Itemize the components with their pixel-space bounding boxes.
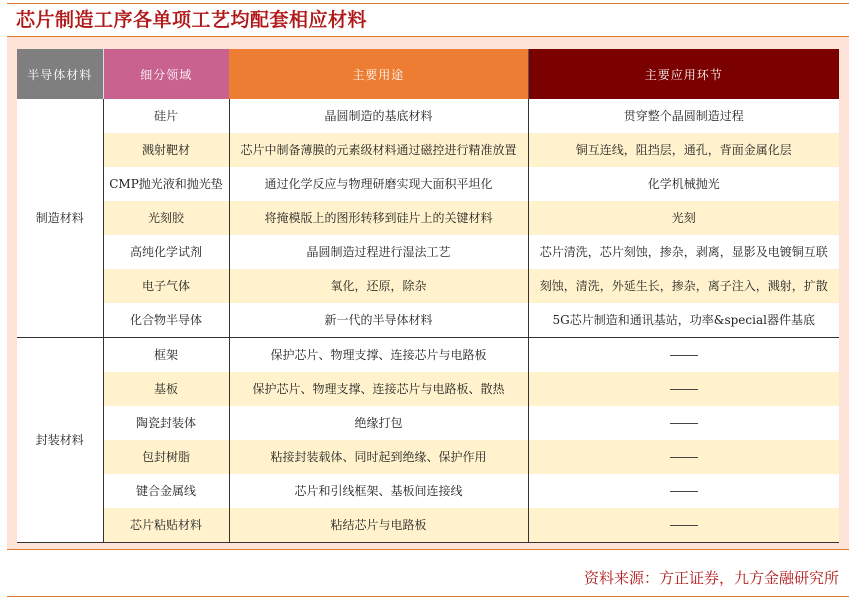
category-cell: 制造材料: [17, 99, 103, 338]
table-row: [17, 338, 839, 373]
table-row: [17, 99, 839, 133]
table-row: [17, 440, 839, 474]
table-row: [17, 269, 839, 303]
application-cell: [528, 508, 839, 543]
segment-cell: CMP抛光液和抛光垫: [103, 167, 229, 201]
application-cell: 刻蚀，清洗，外延生长，掺杂，离子注入，溅射，扩散: [528, 269, 839, 303]
segment-cell: 光刻胶: [103, 201, 229, 235]
category-cell: 封装材料: [17, 338, 103, 543]
table-row: [17, 372, 839, 406]
use-cell: 晶圆制造的基底材料: [229, 99, 528, 133]
application-cell: [528, 338, 839, 373]
materials-table: [17, 49, 839, 543]
use-cell: 粘接封装载体、同时起到绝缘、保护作用: [229, 440, 528, 474]
application-cell: 化学机械抛光: [528, 167, 839, 201]
segment-cell: 陶瓷封装体: [103, 406, 229, 440]
header-use: 主要用途: [229, 49, 528, 99]
use-cell: 芯片中制备薄膜的元素级材料通过磁控进行精准放置: [229, 133, 528, 167]
header-material: 半导体材料: [17, 49, 103, 99]
application-cell: 光刻: [528, 201, 839, 235]
use-cell: 通过化学反应与物理研磨实现大面积平坦化: [229, 167, 528, 201]
segment-cell: 高纯化学试剂: [103, 235, 229, 269]
use-cell: 新一代的半导体材料: [229, 303, 528, 338]
table-row: [17, 133, 839, 167]
page-title: 芯片制造工序各单项工艺均配套相应材料: [16, 9, 368, 31]
segment-cell: 框架: [103, 338, 229, 373]
footer-rule: [7, 596, 849, 597]
application-cell: [528, 406, 839, 440]
application-cell: 贯穿整个晶圆制造过程: [528, 99, 839, 133]
use-cell: 晶圆制造过程进行湿法工艺: [229, 235, 528, 269]
segment-cell: 硅片: [103, 99, 229, 133]
application-cell: 芯片清洗，芯片刻蚀，掺杂，剥离，显影及电镀铜互联: [528, 235, 839, 269]
application-cell: [528, 372, 839, 406]
use-cell: 芯片和引线框架、基板间连接线: [229, 474, 528, 508]
header-segment: 细分领域: [103, 49, 229, 99]
use-cell: 保护芯片、物理支撑、连接芯片与电路板、散热: [229, 372, 528, 406]
segment-cell: 电子气体: [103, 269, 229, 303]
table-row: [17, 406, 839, 440]
dash-placeholder: [670, 457, 698, 458]
segment-cell: 芯片粘贴材料: [103, 508, 229, 543]
dash-placeholder: [670, 525, 698, 526]
dash-placeholder: [670, 355, 698, 356]
table-row: [17, 167, 839, 201]
application-cell: [528, 440, 839, 474]
use-cell: 保护芯片、物理支撑、连接芯片与电路板: [229, 338, 528, 373]
segment-cell: 键合金属线: [103, 474, 229, 508]
segment-cell: 溅射靶材: [103, 133, 229, 167]
header-application: 主要应用环节: [528, 49, 839, 99]
top-rule: [7, 3, 849, 4]
table-header-row: [17, 49, 839, 99]
use-cell: 将掩模版上的图形转移到硅片上的关键材料: [229, 201, 528, 235]
dash-placeholder: [670, 491, 698, 492]
application-cell: 5G芯片制造和通讯基站，功率&special器件基底: [528, 303, 839, 338]
table-row: [17, 201, 839, 235]
use-cell: 氧化，还原，除杂: [229, 269, 528, 303]
table-row: [17, 235, 839, 269]
table-row: [17, 508, 839, 543]
use-cell: 绝缘打包: [229, 406, 528, 440]
bottom-rule: [7, 549, 849, 550]
segment-cell: 包封树脂: [103, 440, 229, 474]
application-cell: 铜互连线，阻挡层，通孔，背面金属化层: [528, 133, 839, 167]
dash-placeholder: [670, 389, 698, 390]
table-row: [17, 474, 839, 508]
dash-placeholder: [670, 423, 698, 424]
segment-cell: 化合物半导体: [103, 303, 229, 338]
table-row: [17, 303, 839, 338]
application-cell: [528, 474, 839, 508]
use-cell: 粘结芯片与电路板: [229, 508, 528, 543]
segment-cell: 基板: [103, 372, 229, 406]
source-note: 资料来源：方正证券，九方金融研究所: [583, 569, 839, 587]
